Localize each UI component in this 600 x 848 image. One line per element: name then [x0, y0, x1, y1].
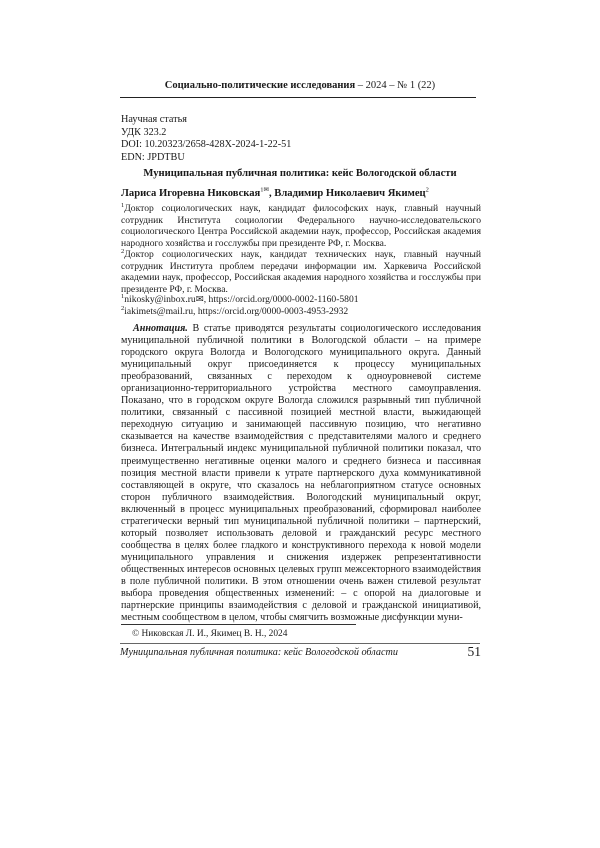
affiliation-1-text: Доктор социологических наук, кандидат философских наук, главный научный сотрудник Института социологии Федерального научно-исследовательского социологического Центра Российской академии наук, профессор, Российская академия народного хозяйства и госслужбы при президенте РФ, г. Москва.	[121, 203, 481, 249]
author-contacts	[121, 294, 481, 317]
copyright-note: © Никовская Л. И., Якимец В. Н., 2024	[132, 629, 288, 639]
affiliation-2	[121, 249, 481, 295]
article-title: Муниципальная публичная политика: кейс Вологодской области	[143, 168, 457, 179]
article-meta	[121, 114, 291, 164]
author-1: Лариса Игоревна Никовская	[121, 188, 261, 199]
abstract-label: Аннотация.	[133, 323, 188, 334]
author-line	[121, 188, 481, 199]
author-2-marker: 2	[425, 186, 429, 194]
contact-1-text[interactable]: nikosky@inbox.ru✉, https://orcid.org/0000-0002-1160-5801	[124, 294, 359, 305]
article-type: Научная статья	[121, 114, 187, 125]
author-1-marker: 1✉	[260, 186, 269, 194]
contact-1-marker: 1	[121, 292, 125, 300]
page-number: 51	[467, 644, 481, 659]
contact-1	[121, 294, 481, 306]
journal-header	[0, 80, 600, 91]
contact-2	[121, 306, 481, 318]
author-2: Владимир Николаевич Якимец	[274, 188, 426, 199]
journal-name: Социально-политические исследования	[164, 80, 356, 91]
affiliation-2-text: Доктор социологических наук, кандидат технических наук, главный научный сотрудник Института проблем передачи информации им. Харкевича Российской академии наук, профессор, Российская академия народного хозяйства и госслужбы при президенте РФ, г. Москва.	[121, 249, 481, 295]
contact-2-text[interactable]: iakimets@mail.ru, https://orcid.org/0000-0003-4953-2932	[124, 305, 349, 317]
article-doi: DOI: 10.20323/2658-428X-2024-1-22-51	[121, 139, 292, 150]
affiliation-1-marker: 1	[121, 201, 125, 209]
author-separator: ,	[268, 188, 275, 199]
running-title: Муниципальная публичная политика: кейс Вологодской области	[120, 647, 398, 658]
affiliation-1	[121, 203, 481, 249]
abstract-text: В статье приводятся результаты социологического исследования муниципальной публичной политики в Вологодской области – на примере городского округа Вологда и Вологодского муниципального округа. Данный муниципальный округ присоединяется к процессу муниципальных преобразований, связанных с переходом к одноуровневой системе организационно-территориального устройства местного самоуправления. Показано, что в городском округе Вологда сложился разрывный тип публичной политики, связанный с пассивной позицией местной власти, выжидающей переходную ситуацию и занимающей пассивную позицию, что негативно сказывается на качестве взаимодействия с представителями малого и среднего бизнеса. Интегральный индекс муниципальной публичной политики показал, что преимущественно негативные оценки малого и среднего бизнеса и пассивная позиция местной власти привели к утрате партнерского духа коммуникативной составляющей в округе, что сказалось на неблагоприятном статусе основных сторон публичного взаимодействия. Вологодский муниципальный округ, включенный в процесс муниципальных преобразований, сформировал наиболее стратегически верный тип муниципальной публичной политики – партнерский, который позволяет использовать деловой и гражданский ресурс местного сообщества в целях более гладкого и конструктивного перехода к новой модели муниципального управления и снижения издержек репрезентативности общественных интересов основных целевых групп межсекторного взаимодействия в поле публичной политики. В этом отношении очень важен стилевой результат выбора проведения общественных изменений: – с опорой на диалоговые и партнерские принципы взаимодействия с деловой и гражданской инициативой, местным сообществом в целом, чтобы смягчить возможные дисфункции муни-	[121, 323, 481, 624]
contact-2-marker: 2	[121, 304, 125, 312]
article-edn: EDN: JPDTBU	[121, 151, 185, 163]
journal-issue: – 2024 – № 1 (22)	[355, 80, 436, 91]
affiliation-2-marker: 2	[121, 247, 125, 255]
header-divider	[120, 97, 476, 98]
footer-divider	[120, 643, 480, 644]
footnote-divider	[121, 624, 356, 625]
abstract	[121, 323, 481, 624]
article-udk: УДК 323.2	[121, 126, 167, 138]
